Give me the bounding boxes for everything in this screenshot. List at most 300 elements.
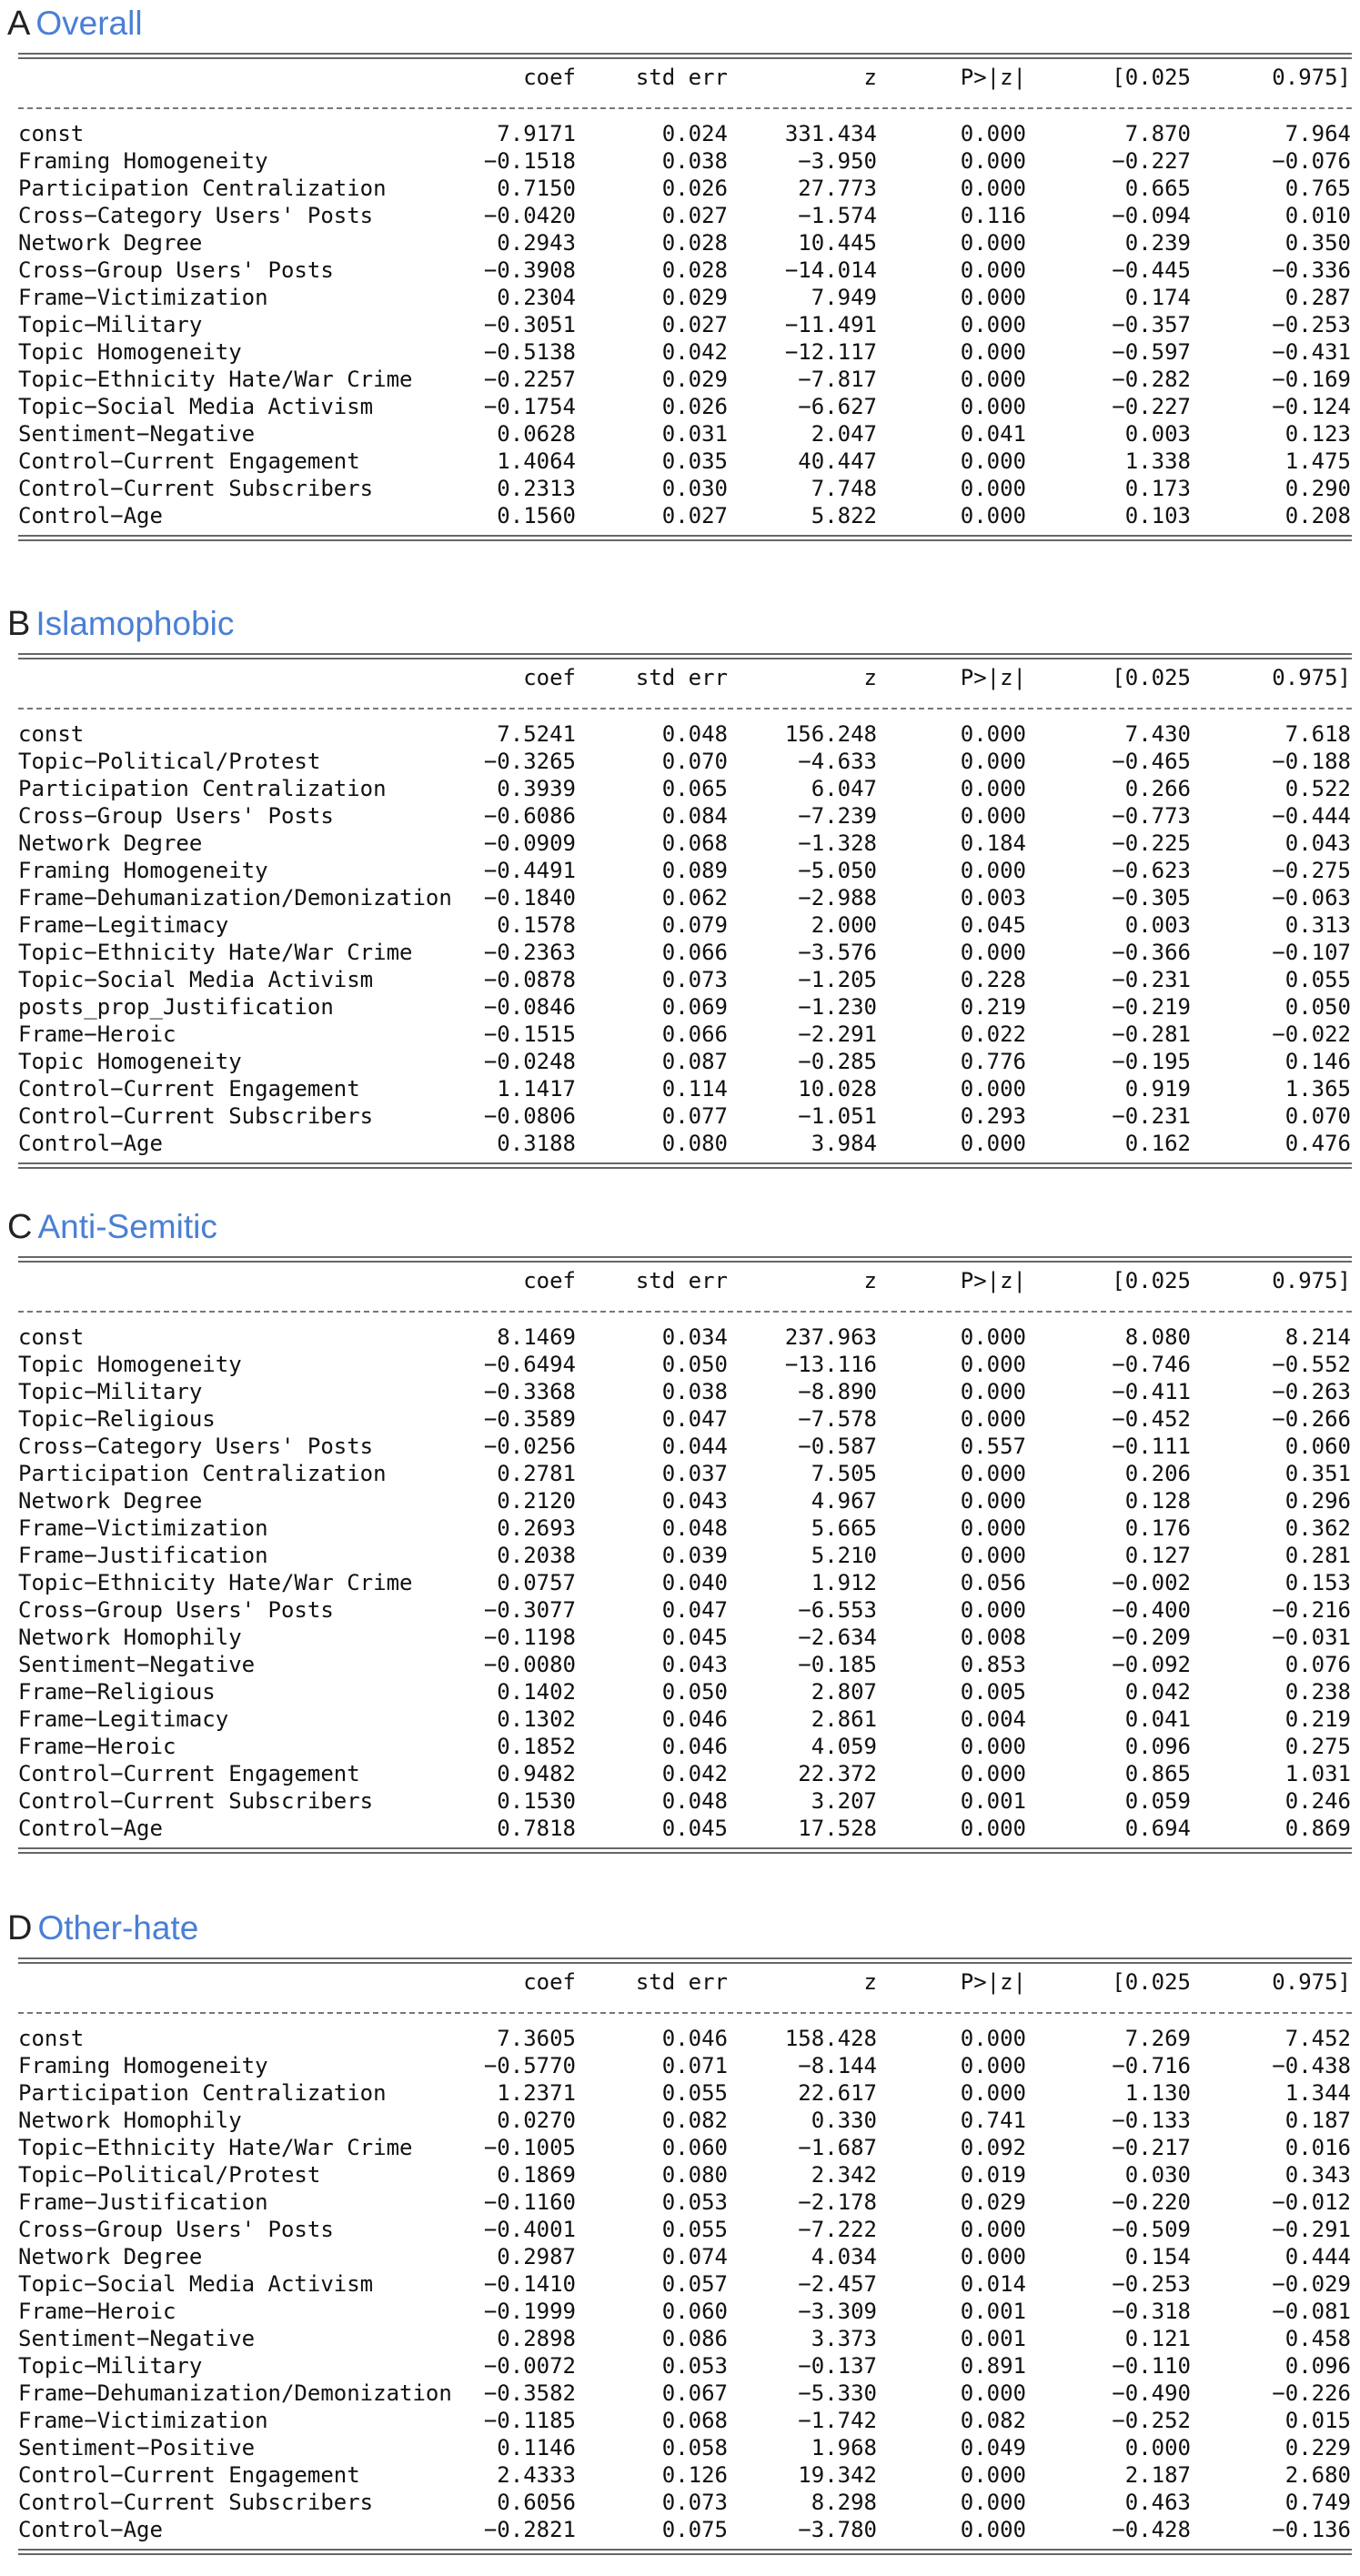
variable-name: Topic−Religious [18, 1406, 216, 1432]
variable-name: Topic−Social Media Activism [18, 967, 374, 992]
panel-name: Anti-Semitic [37, 1208, 217, 1245]
std-err-col-value: 0.030 [661, 476, 728, 501]
z-col-value: −1.205 [798, 967, 877, 992]
z-col-value: 0.330 [811, 2108, 877, 2133]
z-col-value: 7.505 [811, 1461, 877, 1486]
table-row [0, 939, 1360, 966]
std-err-col-value: 0.062 [661, 885, 728, 911]
ci-lower-col-value: −0.411 [1112, 1379, 1191, 1404]
table-row [0, 448, 1360, 475]
p-value-col-value: 0.000 [960, 2026, 1026, 2051]
bottom-double-rule [18, 1847, 1352, 1854]
z-col-value: 156.248 [784, 721, 877, 747]
table-row [0, 1542, 1360, 1569]
table-row [0, 311, 1360, 338]
ci-upper-col-value: 0.055 [1284, 967, 1351, 992]
z-col-value: 1.968 [811, 2435, 877, 2460]
std-err-col-value: 0.067 [661, 2380, 728, 2406]
coef-col-value: 0.7150 [497, 176, 576, 201]
ci-lower-col-value: 0.003 [1124, 912, 1191, 938]
p-value-col-value: 0.003 [960, 885, 1026, 911]
ci-lower-col-value: 7.430 [1124, 721, 1191, 747]
ci-lower-col-value: 0.665 [1124, 176, 1191, 201]
p-value-col-value: 0.000 [960, 1324, 1026, 1350]
ci-lower-col-value: −0.252 [1112, 2408, 1191, 2433]
panel-name: Islamophobic [35, 605, 235, 642]
std-err-col-value: 0.082 [661, 2108, 728, 2133]
table-row [0, 802, 1360, 830]
ci-upper-col-value: −0.076 [1272, 148, 1351, 174]
ci-upper-col-value: −0.263 [1272, 1379, 1351, 1404]
ci-upper-col-value: 0.060 [1284, 1434, 1351, 1459]
z-col-value: 22.617 [798, 2080, 877, 2106]
p-value-col-value: 0.228 [960, 967, 1026, 992]
std-err-col-value: 0.077 [661, 1103, 728, 1129]
std-err-col-value: 0.065 [661, 776, 728, 801]
variable-name: Frame−Victimization [18, 2408, 268, 2433]
p-value-col-value: 0.000 [960, 285, 1026, 310]
ci-upper-col-value: 0.015 [1284, 2408, 1351, 2433]
p-value-col-value: 0.000 [960, 858, 1026, 883]
std-err-col-value: 0.069 [661, 994, 728, 1020]
ci-lower-col-value: −0.623 [1112, 858, 1191, 883]
p-value-col-value: 0.000 [960, 339, 1026, 365]
ci-upper-col-value: 1.344 [1284, 2080, 1351, 2106]
z-col-value: 22.372 [798, 1761, 877, 1786]
p-value-col-value: 0.891 [960, 2353, 1026, 2379]
variable-name: Cross−Category Users' Posts [18, 1434, 374, 1459]
ci-upper-col-value: 7.964 [1284, 121, 1351, 146]
ci-upper-col-value: 0.275 [1284, 1734, 1351, 1759]
ci-upper-col-value: 0.290 [1284, 476, 1351, 501]
table-row [0, 1378, 1360, 1405]
ci-lower-col-value: −0.452 [1112, 1406, 1191, 1432]
z-col-value: −6.553 [798, 1597, 877, 1623]
coef-col-value: −0.3051 [483, 312, 576, 337]
coef-col-value: −0.3582 [483, 2380, 576, 2406]
coef-col-value: 7.9171 [497, 121, 576, 146]
table-row [0, 830, 1360, 857]
p-value-col-value: 0.000 [960, 2462, 1026, 2488]
ci-upper-col-value: 0.076 [1284, 1652, 1351, 1677]
z-col-value: 8.298 [811, 2490, 877, 2515]
ci-upper-col-value: 0.219 [1284, 1706, 1351, 1732]
variable-name: Control−Current Engagement [18, 1076, 360, 1102]
p-value-col-value: 0.000 [960, 2080, 1026, 2106]
variable-name: Sentiment−Negative [18, 2326, 256, 2351]
header-dashed-rule [18, 107, 1352, 109]
variable-name: Control−Age [18, 1816, 163, 1841]
ci-upper-col-value: 8.214 [1284, 1324, 1351, 1350]
ci-upper-col-value: 0.146 [1284, 1049, 1351, 1074]
ci-lower-col-value: −0.225 [1112, 830, 1191, 856]
std-err-col-value: 0.073 [661, 967, 728, 992]
p-value-col-value: 0.000 [960, 2380, 1026, 2406]
coef-col-value: 2.4333 [497, 2462, 576, 2488]
std-err-col-value: 0.042 [661, 339, 728, 365]
p-value-col-value: 0.000 [960, 803, 1026, 829]
table-row [0, 1048, 1360, 1075]
ci-upper-col-header: 0.975] [1272, 1268, 1351, 1293]
ci-upper-col-value: 0.313 [1284, 912, 1351, 938]
std-err-col-value: 0.055 [661, 2217, 728, 2242]
panel-letter: D [7, 1909, 33, 1947]
coef-col-value: 0.2987 [497, 2244, 576, 2269]
top-double-rule [18, 653, 1352, 659]
ci-lower-col-value: 0.000 [1124, 2435, 1191, 2460]
p-value-col-value: 0.000 [960, 1515, 1026, 1541]
ci-upper-col-value: 0.123 [1284, 421, 1351, 447]
ci-lower-col-value: −0.110 [1112, 2353, 1191, 2379]
ci-upper-col-value: −0.081 [1272, 2299, 1351, 2324]
ci-upper-col-value: −0.438 [1272, 2053, 1351, 2078]
variable-name: Cross−Group Users' Posts [18, 257, 334, 283]
z-col-value: −2.291 [798, 1021, 877, 1047]
ci-upper-col-value: −0.029 [1272, 2271, 1351, 2297]
p-value-col-value: 0.000 [960, 1543, 1026, 1568]
table-row [0, 366, 1360, 393]
coef-col-value: −0.1410 [483, 2271, 576, 2297]
header-row [0, 64, 1360, 91]
p-value-col-value: 0.000 [960, 1597, 1026, 1623]
z-col-value: 19.342 [798, 2462, 877, 2488]
table-row [0, 911, 1360, 939]
ci-lower-col-value: 0.239 [1124, 230, 1191, 256]
coef-col-value: 1.1417 [497, 1076, 576, 1102]
variable-name: Frame−Heroic [18, 2299, 176, 2324]
panel-title [7, 1207, 217, 1247]
std-err-col-value: 0.048 [661, 1788, 728, 1814]
header-dashed-rule [18, 1311, 1352, 1313]
std-err-col-value: 0.066 [661, 1021, 728, 1047]
table-row [0, 1514, 1360, 1542]
ci-upper-col-value: 0.246 [1284, 1788, 1351, 1814]
variable-name: Control−Age [18, 2517, 163, 2542]
p-value-col-value: 0.000 [960, 1352, 1026, 1377]
ci-lower-col-value: −0.253 [1112, 2271, 1191, 2297]
variable-name: Frame−Heroic [18, 1021, 176, 1047]
p-value-col-value: 0.000 [960, 148, 1026, 174]
ci-upper-col-value: 0.238 [1284, 1679, 1351, 1705]
variable-name: Topic−Military [18, 312, 203, 337]
z-col-value: 5.822 [811, 503, 877, 528]
variable-name: Topic−Political/Protest [18, 2162, 321, 2188]
table-row [0, 1130, 1360, 1157]
ci-lower-col-value: −0.357 [1112, 312, 1191, 337]
ci-upper-col-value: −0.253 [1272, 312, 1351, 337]
ci-lower-col-value: 1.130 [1124, 2080, 1191, 2106]
table-row [0, 202, 1360, 229]
ci-upper-col-value: −0.444 [1272, 803, 1351, 829]
bottom-double-rule [18, 535, 1352, 541]
p-value-col-value: 0.004 [960, 1706, 1026, 1732]
z-col-value: −1.328 [798, 830, 877, 856]
coef-col-value: −0.3908 [483, 257, 576, 283]
std-err-col-value: 0.087 [661, 1049, 728, 1074]
ci-upper-col-value: 0.296 [1284, 1488, 1351, 1514]
ci-upper-col-value: 0.187 [1284, 2108, 1351, 2133]
ci-lower-col-value: 0.059 [1124, 1788, 1191, 1814]
variable-name: Control−Age [18, 503, 163, 528]
p-value-col-value: 0.557 [960, 1434, 1026, 1459]
coef-col-value: −0.6086 [483, 803, 576, 829]
coef-col-value: −0.1198 [483, 1625, 576, 1650]
table-row [0, 338, 1360, 366]
std-err-col-value: 0.026 [661, 176, 728, 201]
coef-col-value: −0.0909 [483, 830, 576, 856]
z-col-value: 17.528 [798, 1816, 877, 1841]
z-col-value: 40.447 [798, 448, 877, 474]
coef-col-value: −0.0080 [483, 1652, 576, 1677]
std-err-col-value: 0.126 [661, 2462, 728, 2488]
ci-upper-col-value: 0.522 [1284, 776, 1351, 801]
variable-name: posts_prop_Justification [18, 994, 334, 1020]
std-err-col-header: std err [635, 1268, 728, 1293]
ci-upper-col-header: 0.975] [1272, 65, 1351, 90]
ci-upper-col-value: −0.136 [1272, 2517, 1351, 2542]
coef-col-value: 0.2120 [497, 1488, 576, 1514]
variable-name: Topic Homogeneity [18, 339, 242, 365]
std-err-col-value: 0.073 [661, 2490, 728, 2515]
p-value-col-value: 0.000 [960, 2517, 1026, 2542]
coef-col-value: −0.2257 [483, 367, 576, 392]
variable-name: Network Homophily [18, 2108, 242, 2133]
ci-lower-col-value: 0.865 [1124, 1761, 1191, 1786]
std-err-col-value: 0.034 [661, 1324, 728, 1350]
std-err-col-value: 0.046 [661, 1706, 728, 1732]
ci-lower-col-value: −0.490 [1112, 2380, 1191, 2406]
std-err-col-value: 0.024 [661, 121, 728, 146]
ci-lower-col-value: 0.096 [1124, 1734, 1191, 1759]
variable-name: Frame−Justification [18, 1543, 268, 1568]
variable-name: Frame−Legitimacy [18, 1706, 229, 1732]
ci-upper-col-value: −0.107 [1272, 940, 1351, 965]
table-row [0, 1815, 1360, 1842]
z-col-value: −3.309 [798, 2299, 877, 2324]
std-err-col-value: 0.038 [661, 148, 728, 174]
z-col-value: 2.047 [811, 421, 877, 447]
ci-lower-col-value: 0.127 [1124, 1543, 1191, 1568]
z-col-value: −5.330 [798, 2380, 877, 2406]
coef-col-value: 7.3605 [497, 2026, 576, 2051]
coef-col-value: −0.6494 [483, 1352, 576, 1377]
variable-name: Control−Current Engagement [18, 1761, 360, 1786]
table-row [0, 420, 1360, 448]
ci-upper-col-value: 7.618 [1284, 721, 1351, 747]
coef-col-value: 0.1852 [497, 1734, 576, 1759]
variable-name: Cross−Group Users' Posts [18, 803, 334, 829]
p-value-col-value: 0.001 [960, 2299, 1026, 2324]
ci-lower-col-value: 0.003 [1124, 421, 1191, 447]
ci-upper-col-value: 0.350 [1284, 230, 1351, 256]
p-value-col-value: 0.000 [960, 2217, 1026, 2242]
table-row [0, 1351, 1360, 1378]
coef-col-header: coef [523, 65, 576, 90]
variable-name: Topic−Military [18, 2353, 203, 2379]
variable-name: Participation Centralization [18, 2080, 387, 2106]
z-col-value: −2.988 [798, 885, 877, 911]
p-value-col-value: 0.000 [960, 448, 1026, 474]
p-value-col-header: P>|z| [960, 1268, 1026, 1293]
std-err-col-header: std err [635, 1969, 728, 1995]
table-row [0, 2270, 1360, 2298]
ci-lower-col-value: 7.269 [1124, 2026, 1191, 2051]
panel-title [7, 604, 234, 644]
z-col-value: −1.230 [798, 994, 877, 1020]
z-col-value: 3.984 [811, 1131, 877, 1156]
table-row [0, 775, 1360, 802]
z-col-value: −8.144 [798, 2053, 877, 2078]
ci-lower-col-value: −0.318 [1112, 2299, 1191, 2324]
ci-upper-col-header: 0.975] [1272, 665, 1351, 690]
std-err-col-value: 0.114 [661, 1076, 728, 1102]
std-err-col-value: 0.043 [661, 1488, 728, 1514]
coef-col-value: −0.1005 [483, 2135, 576, 2160]
variable-name: Control−Age [18, 1131, 163, 1156]
z-col-value: −3.576 [798, 940, 877, 965]
table-row [0, 229, 1360, 257]
p-value-col-value: 0.000 [960, 476, 1026, 501]
z-col-value: 4.967 [811, 1488, 877, 1514]
coef-col-value: 0.1302 [497, 1706, 576, 1732]
std-err-col-value: 0.043 [661, 1652, 728, 1677]
std-err-col-value: 0.029 [661, 367, 728, 392]
variable-name: Cross−Category Users' Posts [18, 203, 374, 228]
ci-upper-col-value: 0.351 [1284, 1461, 1351, 1486]
z-col-value: −0.137 [798, 2353, 877, 2379]
coef-col-value: 0.7818 [497, 1816, 576, 1841]
z-col-value: 4.034 [811, 2244, 877, 2269]
ci-lower-col-value: −0.220 [1112, 2189, 1191, 2215]
ci-upper-col-value: 0.016 [1284, 2135, 1351, 2160]
coef-col-value: −0.2821 [483, 2517, 576, 2542]
table-row [0, 2489, 1360, 2516]
ci-lower-col-value: 8.080 [1124, 1324, 1191, 1350]
table-row [0, 2325, 1360, 2352]
coef-col-value: −0.3077 [483, 1597, 576, 1623]
z-col-header: z [863, 1969, 877, 1995]
coef-col-value: −0.0806 [483, 1103, 576, 1129]
panel-c [0, 1207, 1360, 1875]
ci-lower-col-value: −0.465 [1112, 749, 1191, 774]
ci-upper-col-header: 0.975] [1272, 1969, 1351, 1995]
ci-upper-col-value: 1.031 [1284, 1761, 1351, 1786]
panel-name: Overall [35, 5, 143, 42]
std-err-col-value: 0.050 [661, 1352, 728, 1377]
p-value-col-header: P>|z| [960, 65, 1026, 90]
table-row [0, 2380, 1360, 2407]
std-err-col-value: 0.080 [661, 1131, 728, 1156]
ci-lower-col-header: [0.025 [1112, 1969, 1191, 1995]
p-value-col-value: 0.082 [960, 2408, 1026, 2433]
variable-name: Network Degree [18, 230, 203, 256]
std-err-col-value: 0.035 [661, 448, 728, 474]
std-err-col-value: 0.048 [661, 721, 728, 747]
p-value-col-value: 0.001 [960, 1788, 1026, 1814]
ci-upper-col-value: −0.169 [1272, 367, 1351, 392]
table-row [0, 1787, 1360, 1815]
p-value-col-value: 0.000 [960, 503, 1026, 528]
variable-name: const [18, 2026, 85, 2051]
z-col-value: −1.742 [798, 2408, 877, 2433]
ci-lower-col-value: −0.773 [1112, 803, 1191, 829]
table-row [0, 1569, 1360, 1596]
table-row [0, 2107, 1360, 2134]
coef-col-value: −0.1518 [483, 148, 576, 174]
ci-lower-col-value: 2.187 [1124, 2462, 1191, 2488]
z-col-value: 2.861 [811, 1706, 877, 1732]
coef-col-value: 0.1578 [497, 912, 576, 938]
coef-col-value: 0.3939 [497, 776, 576, 801]
table-row [0, 2189, 1360, 2216]
z-col-value: 3.207 [811, 1788, 877, 1814]
ci-lower-col-value: −0.133 [1112, 2108, 1191, 2133]
ci-upper-col-value: 0.070 [1284, 1103, 1351, 1129]
std-err-col-value: 0.028 [661, 230, 728, 256]
z-col-value: 7.949 [811, 285, 877, 310]
ci-upper-col-value: 0.869 [1284, 1816, 1351, 1841]
table-row [0, 1706, 1360, 1733]
ci-lower-col-value: 0.162 [1124, 1131, 1191, 1156]
coef-col-value: 0.9482 [497, 1761, 576, 1786]
std-err-col-value: 0.060 [661, 2135, 728, 2160]
p-value-col-value: 0.000 [960, 1488, 1026, 1514]
table-row [0, 2079, 1360, 2107]
p-value-col-header: P>|z| [960, 665, 1026, 690]
z-col-value: 2.807 [811, 1679, 877, 1705]
ci-lower-col-value: −0.716 [1112, 2053, 1191, 2078]
variable-name: Frame−Dehumanization/Demonization [18, 885, 452, 911]
table-row [0, 1760, 1360, 1787]
coef-col-value: −0.3265 [483, 749, 576, 774]
p-value-col-value: 0.000 [960, 367, 1026, 392]
p-value-col-value: 0.092 [960, 2135, 1026, 2160]
z-col-value: −11.491 [784, 312, 877, 337]
std-err-col-value: 0.070 [661, 749, 728, 774]
z-col-value: 5.665 [811, 1515, 877, 1541]
table-row [0, 475, 1360, 502]
variable-name: Framing Homogeneity [18, 858, 268, 883]
std-err-col-value: 0.086 [661, 2326, 728, 2351]
variable-name: Network Degree [18, 830, 203, 856]
ci-lower-col-value: 0.176 [1124, 1515, 1191, 1541]
ci-upper-col-value: −0.431 [1272, 339, 1351, 365]
variable-name: Control−Current Engagement [18, 2462, 360, 2488]
std-err-col-value: 0.068 [661, 2408, 728, 2433]
ci-lower-col-value: −0.231 [1112, 1103, 1191, 1129]
table-row [0, 1405, 1360, 1433]
coef-col-value: 0.0270 [497, 2108, 576, 2133]
z-col-value: 27.773 [798, 176, 877, 201]
ci-lower-col-value: 0.206 [1124, 1461, 1191, 1486]
z-col-value: −7.222 [798, 2217, 877, 2242]
z-col-value: 237.963 [784, 1324, 877, 1350]
coef-col-header: coef [523, 665, 576, 690]
variable-name: Control−Current Subscribers [18, 2490, 374, 2515]
variable-name: Control−Current Subscribers [18, 1103, 374, 1129]
coef-col-value: 0.0757 [497, 1570, 576, 1595]
ci-lower-col-value: −0.428 [1112, 2517, 1191, 2542]
std-err-col-value: 0.026 [661, 394, 728, 419]
z-col-value: −14.014 [784, 257, 877, 283]
z-col-value: −0.587 [798, 1434, 877, 1459]
coef-col-value: −0.0072 [483, 2353, 576, 2379]
p-value-col-value: 0.000 [960, 1076, 1026, 1102]
coef-col-value: −0.1999 [483, 2299, 576, 2324]
table-row [0, 1323, 1360, 1351]
coef-col-value: 0.3188 [497, 1131, 576, 1156]
coef-col-value: 0.2304 [497, 285, 576, 310]
